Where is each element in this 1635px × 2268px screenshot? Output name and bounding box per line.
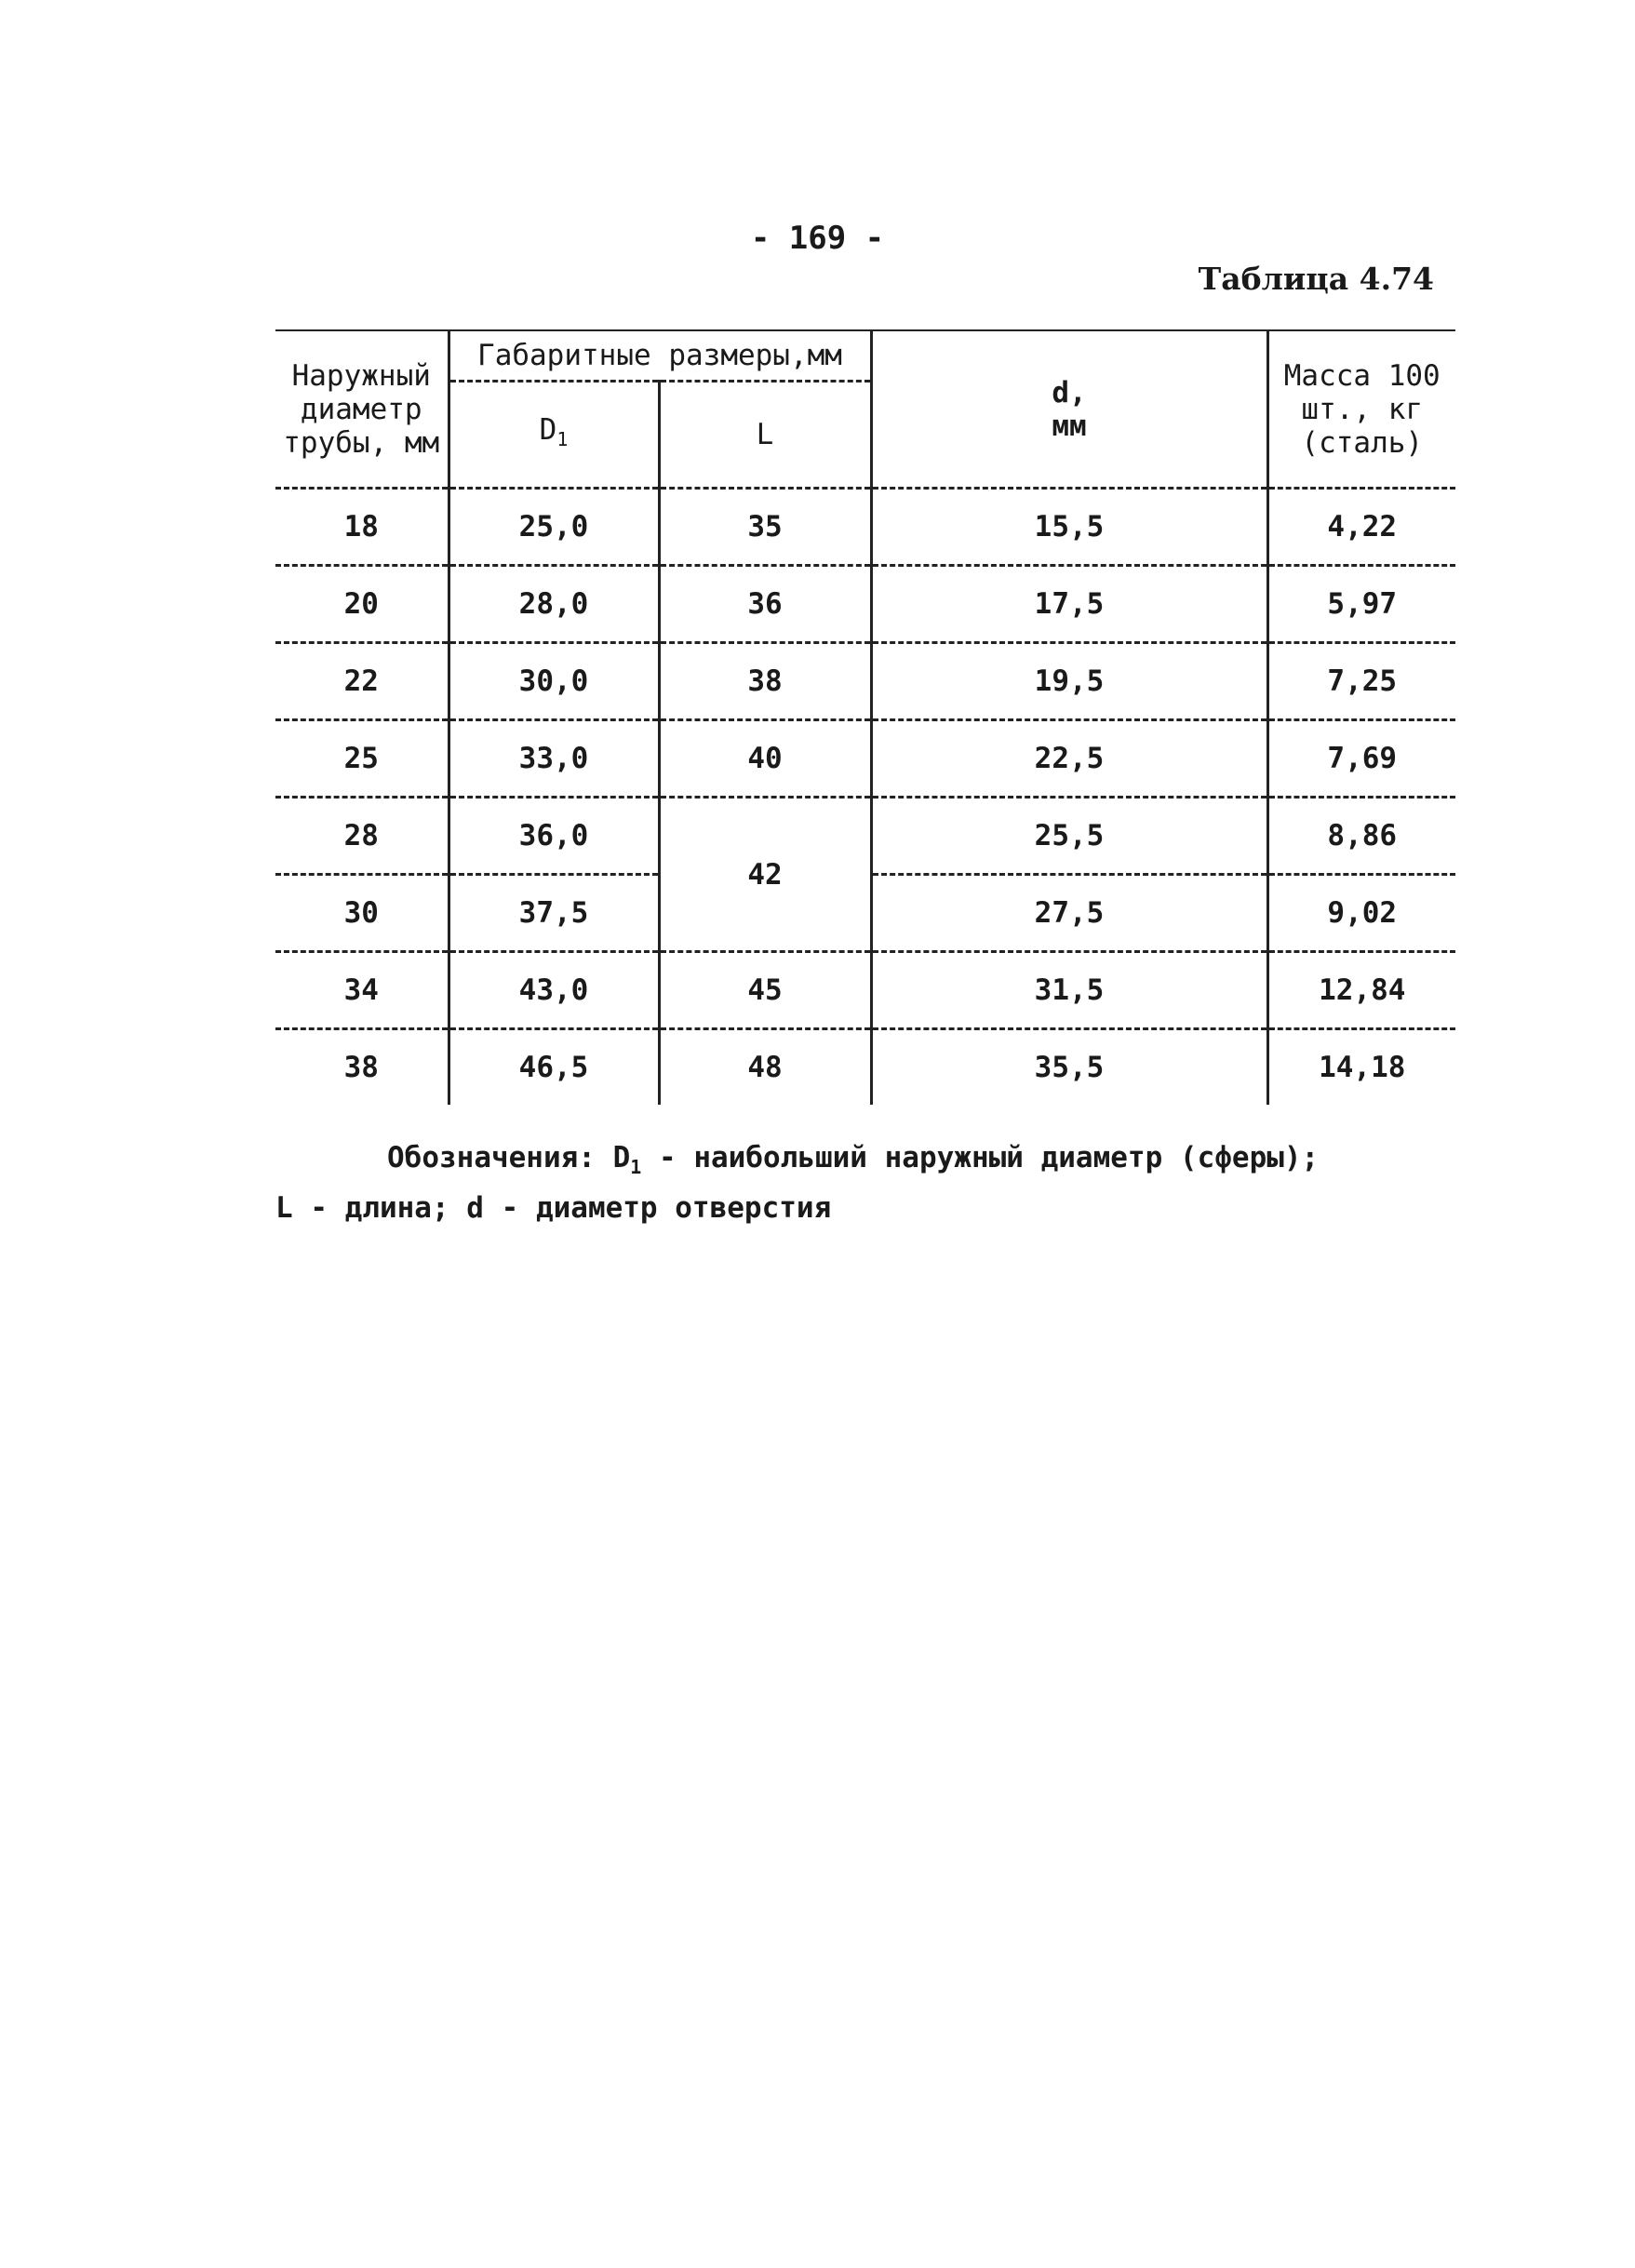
cell-D1: 25,0 [449, 489, 659, 566]
cell-mass: 14,18 [1267, 1029, 1455, 1106]
cell-D1: 37,5 [449, 875, 659, 952]
dimensions-table [275, 329, 1455, 1105]
cell-outer-diameter: 18 [275, 489, 449, 566]
table-row [275, 489, 1455, 566]
header-overall-dimensions: Габаритные размеры,мм [449, 330, 871, 382]
cell-mass: 7,69 [1267, 720, 1455, 798]
cell-L: 40 [659, 720, 871, 798]
cell-D1: 36,0 [449, 798, 659, 875]
table-row [275, 566, 1455, 643]
cell-outer-diameter: 38 [343, 1051, 379, 1084]
table-caption: Таблица 4.74 [1198, 261, 1434, 297]
cell-d: 27,5 [871, 875, 1267, 952]
cell-D1: 30,0 [449, 643, 659, 720]
table-notes [275, 1137, 1455, 1228]
table-row [275, 720, 1455, 798]
notes-line-2: L - длина; d - диаметр отверстия [275, 1191, 832, 1226]
cell-d: 19,5 [871, 643, 1267, 720]
header-d-unit: мм [1052, 409, 1087, 443]
cell-L: 36 [659, 566, 871, 643]
header-L: L [659, 382, 871, 489]
cell-L: 48 [659, 1029, 871, 1106]
cell-outer-diameter: 28 [275, 798, 449, 875]
cell-outer-diameter: 30 [275, 875, 449, 952]
cell-L-merged: 42 [659, 798, 871, 952]
cell-d: 25,5 [871, 798, 1267, 875]
header-D1 [449, 382, 659, 489]
notes-line1-prefix: Обозначения: D [387, 1141, 631, 1174]
cell-L: 38 [659, 643, 871, 720]
cell-d: 35,5 [871, 1029, 1267, 1106]
cell-D1: 28,0 [449, 566, 659, 643]
table-row [275, 952, 1455, 1029]
header-d-label: d, [1052, 375, 1087, 409]
table-row [275, 798, 1455, 875]
header-D1-base: D [539, 412, 557, 447]
cell-D1: 43,0 [449, 952, 659, 1029]
cell-d: 17,5 [871, 566, 1267, 643]
cell-D1: 46,5 [449, 1029, 659, 1106]
table-row [275, 643, 1455, 720]
cell-D1: 33,0 [449, 720, 659, 798]
cell-d: 31,5 [871, 952, 1267, 1029]
notes-line1-sub: 1 [630, 1156, 642, 1179]
cell-d: 22,5 [871, 720, 1267, 798]
page-number: - 169 - [750, 220, 885, 257]
cell-mass: 8,86 [1267, 798, 1455, 875]
cell-mass: 7,25 [1267, 643, 1455, 720]
header-outer-diameter: Наружный диаметр трубы, мм [275, 330, 449, 489]
notes-line-1 [275, 1137, 1455, 1188]
cell-outer-diameter: 25 [275, 720, 449, 798]
cell-mass: 12,84 [1267, 952, 1455, 1029]
cell-d: 15,5 [871, 489, 1267, 566]
cell-L: 45 [659, 952, 871, 1029]
cell-mass: 5,97 [1267, 566, 1455, 643]
cell-mass: 9,02 [1267, 875, 1455, 952]
header-d [871, 330, 1267, 489]
cell-outer-diameter: 34 [275, 952, 449, 1029]
header-mass: Масса 100 шт., кг (сталь) [1267, 330, 1455, 489]
cell-outer-diameter: 22 [275, 643, 449, 720]
cell-L: 35 [659, 489, 871, 566]
notes-line1-suffix: - наибольший наружный диаметр (сферы); [641, 1141, 1320, 1174]
header-D1-sub: 1 [556, 428, 569, 451]
cell-outer-diameter: 20 [275, 566, 449, 643]
table-row [275, 1029, 1455, 1106]
cell-mass: 4,22 [1267, 489, 1455, 566]
